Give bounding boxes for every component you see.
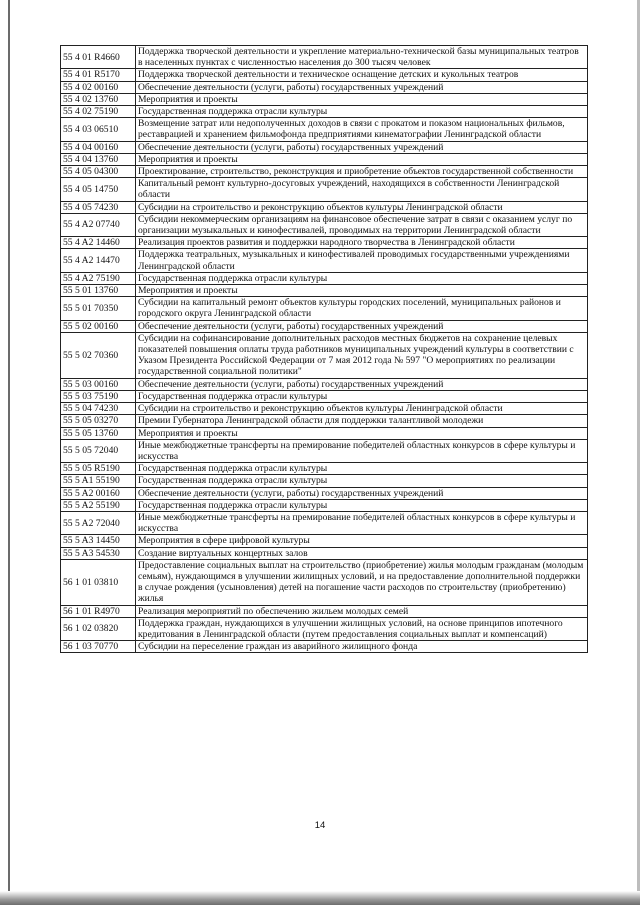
table-row bbox=[61, 201, 588, 213]
page-number: 14 bbox=[314, 820, 326, 831]
table-row bbox=[61, 272, 588, 284]
description-cell: Субсидии некоммерческим организациям на финансовое обеспечение затрат в связи с оказанием услуг по организации музыкальных и кинофестивалей, проводимых на территории Ленинградской области bbox=[136, 213, 588, 236]
description-cell: Государственная поддержка отрасли культуры bbox=[136, 463, 588, 475]
budget-code-cell: 55 5 A2 72040 bbox=[61, 511, 136, 534]
table-row bbox=[61, 285, 588, 297]
table-row bbox=[61, 249, 588, 272]
budget-code-cell: 55 5 05 R5190 bbox=[61, 463, 136, 475]
budget-classification-table bbox=[60, 45, 588, 653]
description-cell: Возмещение затрат или недополученных доходов в связи с прокатом и показом национальных фильмов, реставрацией и хранением фильмофонда предприятиями кинематографии Ленинградской области bbox=[136, 118, 588, 141]
table-row bbox=[61, 69, 588, 81]
budget-code-cell: 55 5 02 00160 bbox=[61, 320, 136, 332]
table-row bbox=[61, 390, 588, 402]
budget-code-cell: 55 5 05 03270 bbox=[61, 415, 136, 427]
budget-code-cell: 55 5 05 72040 bbox=[61, 439, 136, 462]
table-row bbox=[61, 118, 588, 141]
table-row bbox=[61, 439, 588, 462]
table-row bbox=[61, 297, 588, 320]
description-cell: Поддержка творческой деятельности и укрепление материально-технической базы муниципальных театров в населенных пунктах с численностью населения до 300 тысяч человек bbox=[136, 46, 588, 69]
table-row bbox=[61, 81, 588, 93]
budget-code-cell: 55 5 A1 55190 bbox=[61, 475, 136, 487]
budget-code-cell: 55 4 A2 07740 bbox=[61, 213, 136, 236]
table-row bbox=[61, 475, 588, 487]
description-cell: Обеспечение деятельности (услуги, работы) государственных учреждений bbox=[136, 141, 588, 153]
budget-code-cell: 55 5 03 00160 bbox=[61, 378, 136, 390]
description-cell: Реализация мероприятий по обеспечению жильем молодых семей bbox=[136, 605, 588, 617]
table-row bbox=[61, 213, 588, 236]
description-cell: Реализация проектов развития и поддержки народного творчества в Ленинградской области bbox=[136, 237, 588, 249]
budget-code-cell: 55 5 03 75190 bbox=[61, 390, 136, 402]
description-cell: Субсидии на софинансирование дополнительных расходов местных бюджетов на сохранение целевых показателей повышения оплаты труда работников муниципальных учреждений культуры в соответствии с Указом Президента Российской Федерации от 7 мая 2012 года № 597 "О мероприятиях по реализации государственной социальной политики" bbox=[136, 332, 588, 378]
table-row bbox=[61, 141, 588, 153]
table-row bbox=[61, 511, 588, 534]
budget-code-cell: 55 5 A3 14450 bbox=[61, 535, 136, 547]
description-cell: Субсидии на капитальный ремонт объектов культуры городских поселений, муниципальных районов и городского округа Ленинградской области bbox=[136, 297, 588, 320]
table-row bbox=[61, 535, 588, 547]
budget-code-cell: 55 4 04 00160 bbox=[61, 141, 136, 153]
table-row bbox=[61, 617, 588, 640]
table-row bbox=[61, 559, 588, 605]
description-cell: Государственная поддержка отрасли культуры bbox=[136, 272, 588, 284]
budget-code-cell: 55 5 A2 55190 bbox=[61, 499, 136, 511]
scan-left-edge bbox=[8, 0, 10, 905]
table-row bbox=[61, 605, 588, 617]
budget-code-cell: 55 5 A3 54530 bbox=[61, 547, 136, 559]
budget-code-cell: 55 4 02 75190 bbox=[61, 106, 136, 118]
description-cell: Иные межбюджетные трансферты на премирование победителей областных конкурсов в сфере культуры и искусства bbox=[136, 511, 588, 534]
table-row bbox=[61, 320, 588, 332]
description-cell: Поддержка граждан, нуждающихся в улучшении жилищных условий, на основе принципов ипотечного кредитования в Ленинградской области (путем предоставления социальных выплат и компенсаций) bbox=[136, 617, 588, 640]
budget-code-cell: 55 4 02 00160 bbox=[61, 81, 136, 93]
budget-code-cell: 55 4 A2 75190 bbox=[61, 272, 136, 284]
table-row bbox=[61, 415, 588, 427]
description-cell: Государственная поддержка отрасли культуры bbox=[136, 475, 588, 487]
budget-code-cell: 55 4 A2 14470 bbox=[61, 249, 136, 272]
description-cell: Мероприятия в сфере цифровой культуры bbox=[136, 535, 588, 547]
budget-code-cell: 55 4 01 R4660 bbox=[61, 46, 136, 69]
table-row bbox=[61, 499, 588, 511]
table-row bbox=[61, 332, 588, 378]
table-row bbox=[61, 166, 588, 178]
budget-code-cell: 55 4 05 74230 bbox=[61, 201, 136, 213]
table-row bbox=[61, 237, 588, 249]
description-cell: Государственная поддержка отрасли культуры bbox=[136, 499, 588, 511]
table-row bbox=[61, 547, 588, 559]
table-row bbox=[61, 427, 588, 439]
budget-code-cell: 55 5 05 13760 bbox=[61, 427, 136, 439]
description-cell: Иные межбюджетные трансферты на премирование победителей областных конкурсов в сфере культуры и искусства bbox=[136, 439, 588, 462]
budget-code-cell: 55 4 03 06510 bbox=[61, 118, 136, 141]
table-row bbox=[61, 106, 588, 118]
budget-code-cell: 55 4 05 14750 bbox=[61, 178, 136, 201]
table-row bbox=[61, 46, 588, 69]
description-cell: Государственная поддержка отрасли культуры bbox=[136, 390, 588, 402]
budget-code-cell: 55 4 02 13760 bbox=[61, 93, 136, 105]
description-cell: Поддержка творческой деятельности и техническое оснащение детских и кукольных театров bbox=[136, 69, 588, 81]
table-row bbox=[61, 487, 588, 499]
description-cell: Мероприятия и проекты bbox=[136, 427, 588, 439]
table-row bbox=[61, 641, 588, 653]
description-cell: Субсидии на строительство и реконструкцию объектов культуры Ленинградской области bbox=[136, 403, 588, 415]
description-cell: Предоставление социальных выплат на строительство (приобретение) жилья молодым гражданам (молодым семьям), нуждающимся в улучшении жилищных условий, и на предоставление дополнительной поддержки в случае рождения (усыновления) детей на погашение части расходов по строительству (приобретению) жилья bbox=[136, 559, 588, 605]
budget-code-cell: 56 1 01 03810 bbox=[61, 559, 136, 605]
description-cell: Мероприятия и проекты bbox=[136, 153, 588, 165]
budget-code-cell: 55 5 04 74230 bbox=[61, 403, 136, 415]
budget-code-cell: 55 5 A2 00160 bbox=[61, 487, 136, 499]
table-row bbox=[61, 403, 588, 415]
table-row bbox=[61, 178, 588, 201]
scan-bottom-edge bbox=[0, 891, 640, 905]
description-cell: Субсидии на строительство и реконструкцию объектов культуры Ленинградской области bbox=[136, 201, 588, 213]
budget-code-cell: 55 4 A2 14460 bbox=[61, 237, 136, 249]
description-cell: Мероприятия и проекты bbox=[136, 285, 588, 297]
budget-code-cell: 56 1 02 03820 bbox=[61, 617, 136, 640]
description-cell: Обеспечение деятельности (услуги, работы) государственных учреждений bbox=[136, 81, 588, 93]
description-cell: Обеспечение деятельности (услуги, работы) государственных учреждений bbox=[136, 378, 588, 390]
table-row bbox=[61, 153, 588, 165]
description-cell: Поддержка театральных, музыкальных и кинофестивалей проводимых государственными учреждениями Ленинградской области bbox=[136, 249, 588, 272]
description-cell: Обеспечение деятельности (услуги, работы) государственных учреждений bbox=[136, 320, 588, 332]
table-row bbox=[61, 378, 588, 390]
description-cell: Премии Губернатора Ленинградской области для поддержки талантливой молодежи bbox=[136, 415, 588, 427]
budget-code-cell: 56 1 01 R4970 bbox=[61, 605, 136, 617]
table-row bbox=[61, 463, 588, 475]
description-cell: Субсидии на переселение граждан из аварийного жилищного фонда bbox=[136, 641, 588, 653]
budget-code-cell: 56 1 03 70770 bbox=[61, 641, 136, 653]
table-body bbox=[61, 46, 588, 653]
description-cell: Обеспечение деятельности (услуги, работы) государственных учреждений bbox=[136, 487, 588, 499]
budget-code-cell: 55 5 01 70350 bbox=[61, 297, 136, 320]
table-row bbox=[61, 93, 588, 105]
description-cell: Создание виртуальных концертных залов bbox=[136, 547, 588, 559]
description-cell: Капитальный ремонт культурно-досуговых учреждений, находящихся в собственности Ленинградской области bbox=[136, 178, 588, 201]
budget-code-cell: 55 5 01 13760 bbox=[61, 285, 136, 297]
budget-code-cell: 55 5 02 70360 bbox=[61, 332, 136, 378]
budget-code-cell: 55 4 01 R5170 bbox=[61, 69, 136, 81]
budget-code-cell: 55 4 04 13760 bbox=[61, 153, 136, 165]
description-cell: Мероприятия и проекты bbox=[136, 93, 588, 105]
description-cell: Проектирование, строительство, реконструкция и приобретение объектов государственной собственности bbox=[136, 166, 588, 178]
budget-code-cell: 55 4 05 04300 bbox=[61, 166, 136, 178]
description-cell: Государственная поддержка отрасли культуры bbox=[136, 106, 588, 118]
